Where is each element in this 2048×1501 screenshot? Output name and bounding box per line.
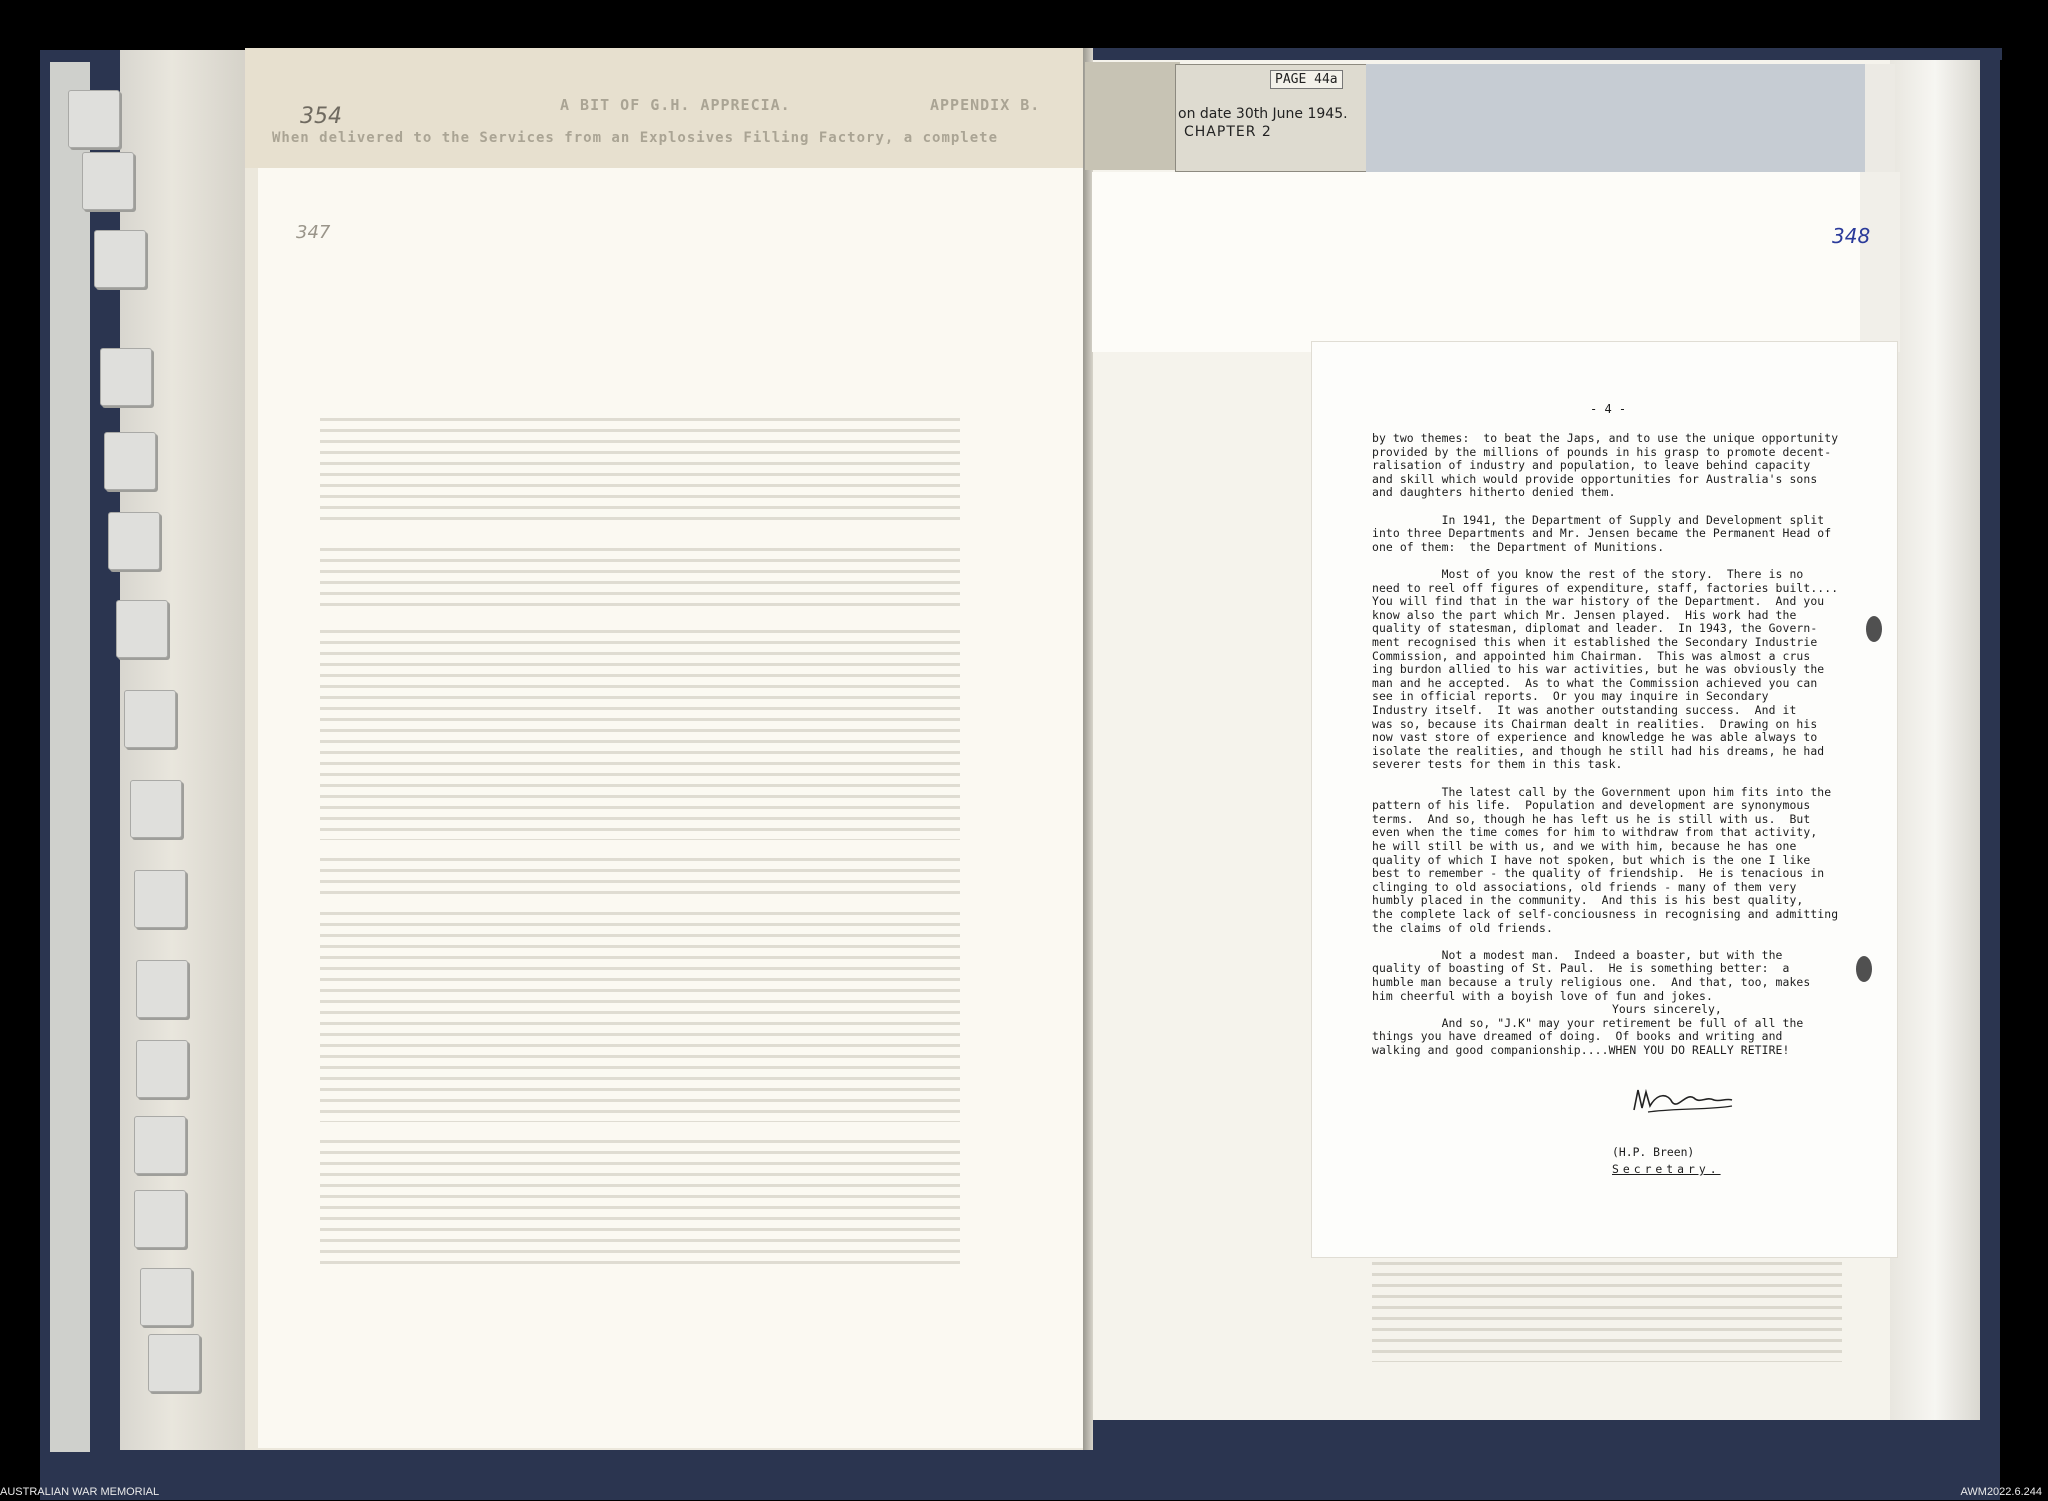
index-tab[interactable] [124,690,176,748]
index-tab[interactable] [100,348,152,406]
index-tab[interactable] [148,1334,200,1392]
bleed-through-text [320,912,960,1122]
letter-line: quality of boasting of St. Paul. He is something better: a [1372,961,1790,976]
letter-line: see in official reports. Or you may inquire in Secondary [1372,689,1769,704]
letter-line: into three Departments and Mr. Jensen became the Permanent Head of [1372,526,1832,541]
signature-mark [1628,1082,1738,1118]
signatory-name: (H.P. Breen) [1612,1145,1695,1159]
underlying-page [1092,172,1892,352]
page-label: PAGE 44a [1270,70,1343,89]
footer-reference: AWM2022.6.244 [1960,1486,2042,1498]
bleed-through-text [320,858,960,896]
handwritten-folio-347: 347 [296,222,331,243]
letter-line: the claims of old friends. [1372,920,1553,935]
letter-line: clinging to old associations, old friends - many of them very [1372,879,1797,894]
letter-line: need to reel off figures of expenditure, staff, factories built.... [1372,580,1839,595]
index-tab[interactable] [130,780,182,838]
footer-credit: AUSTRALIAN WAR MEMORIAL [0,1486,160,1498]
date-label: on date 30th June 1945. [1178,106,1348,122]
letter-line: and skill which would provide opportunities for Australia's sons [1372,471,1818,486]
left-page-header-appendix: APPENDIX B. [930,96,1041,114]
letter-line: In 1941, the Department of Supply and Development split [1372,512,1825,527]
punch-hole [1856,956,1872,982]
index-tab[interactable] [134,1116,186,1174]
page-stack-right [1890,60,1980,1420]
index-tab[interactable] [68,90,120,148]
letter-line: provided by the millions of pounds in his grasp to promote decent- [1372,444,1832,459]
attached-strip [1085,62,1180,170]
handwritten-folio-354: 354 [300,104,342,129]
punch-hole [1866,616,1882,642]
bleed-through-text [1372,1262,1842,1362]
letter-line: one of them: the Department of Munitions. [1372,539,1665,554]
letter-line: walking and good companionship....WHEN YOU DO REALLY RETIRE! [1372,1043,1790,1057]
index-tab[interactable] [134,1190,186,1248]
letter-line: ment recognised this when it established the Secondary Industrie [1372,635,1818,649]
letter-line: him cheerful with a boyish love of fun and jokes. [1372,988,1713,1003]
letter-line: humbly placed in the community. And this is his best quality, [1372,893,1804,908]
letter-line: things you have dreamed of doing. Of books and writing and [1372,1029,1783,1044]
letter-line: You will find that in the war history of the Department. And you [1372,594,1825,609]
attached-white-edge [1865,64,1895,174]
index-tab[interactable] [136,1040,188,1098]
letter-line: Most of you know the rest of the story. There is no [1372,567,1804,581]
index-tab[interactable] [136,960,188,1018]
cover-top-right [1092,48,2002,60]
attached-blue-sheet [1366,64,1866,174]
letter-line: by two themes: to beat the Japs, and to use the unique opportunity [1372,431,1839,445]
index-tab[interactable] [94,230,146,288]
letter-line: he will still be with us, and we with him, because he has one [1372,839,1797,853]
bleed-through-text [320,418,960,528]
index-tab[interactable] [82,152,134,210]
underlying-page-edge [1860,172,1900,352]
left-page-header-title: A BIT OF G.H. APPRECIA. [560,96,791,114]
letter-line: Industry itself. It was another outstanding success. And it [1372,703,1797,717]
chapter-label: CHAPTER 2 [1184,124,1272,140]
letter-line: was so, because its Chairman dealt in realities. Drawing on his [1372,716,1818,731]
letter-line: isolate the realities, and though he still had his dreams, he had [1372,743,1825,758]
letter-line: humble man because a truly religious one. And that, too, makes [1372,975,1811,989]
letter-page-number: - 4 - [1590,402,1627,416]
letter-line: best to remember - the quality of friendship. He is tenacious in [1372,866,1825,881]
letter-line: terms. And so, though he has left us he is still with us. But [1372,811,1811,826]
bleed-through-text [320,1140,960,1270]
bleed-through-text [320,548,960,612]
letter-line: And so, "J.K" may your retirement be full of all the [1372,1015,1804,1030]
index-tab[interactable] [116,600,168,658]
letter-line: now vast store of experience and knowledge he was able always to [1372,730,1818,745]
index-tab[interactable] [140,1268,192,1326]
letter-line: man and he accepted. As to what the Commission achieved you can [1372,675,1818,690]
letter-line: Not a modest man. Indeed a boaster, but with the [1372,947,1783,962]
letter-line: ing burdon allied to his war activities, but he was obviously the [1372,662,1825,677]
letter-line: and daughters hitherto denied them. [1372,485,1616,500]
letter-line: quality of statesman, diplomat and leader. In 1943, the Govern- [1372,621,1818,636]
bleed-through-text [320,630,960,840]
handwritten-folio-348: 348 [1832,224,1871,248]
index-tab[interactable] [134,870,186,928]
left-page-header-subtitle: When delivered to the Services from an Explosives Filling Factory, a complete [272,130,999,146]
letter-closing: Yours sincerely, [1612,1002,1722,1016]
inner-cover-left [50,62,90,1452]
letter-line: the complete lack of self-conciousness in recognising and admitting [1372,907,1839,921]
letter-line: Commission, and appointed him Chairman. This was almost a crus [1372,648,1811,663]
index-tab[interactable] [104,432,156,490]
letter-line: ralisation of industry and population, to leave behind capacity [1372,458,1811,473]
letter-line: quality of which I have not spoken, but which is the one I like [1372,852,1811,867]
letter-line: know also the part which Mr. Jensen played. His work had the [1372,607,1797,622]
signatory-title: Secretary. [1612,1162,1721,1176]
letter-line: even when the time comes for him to withdraw from that activity, [1372,825,1818,840]
index-tab[interactable] [108,512,160,570]
letter-line: severer tests for them in this task. [1372,757,1623,772]
letter-line: The latest call by the Government upon him fits into the [1372,784,1832,799]
letter-line: pattern of his life. Population and development are synonymous [1372,798,1811,813]
